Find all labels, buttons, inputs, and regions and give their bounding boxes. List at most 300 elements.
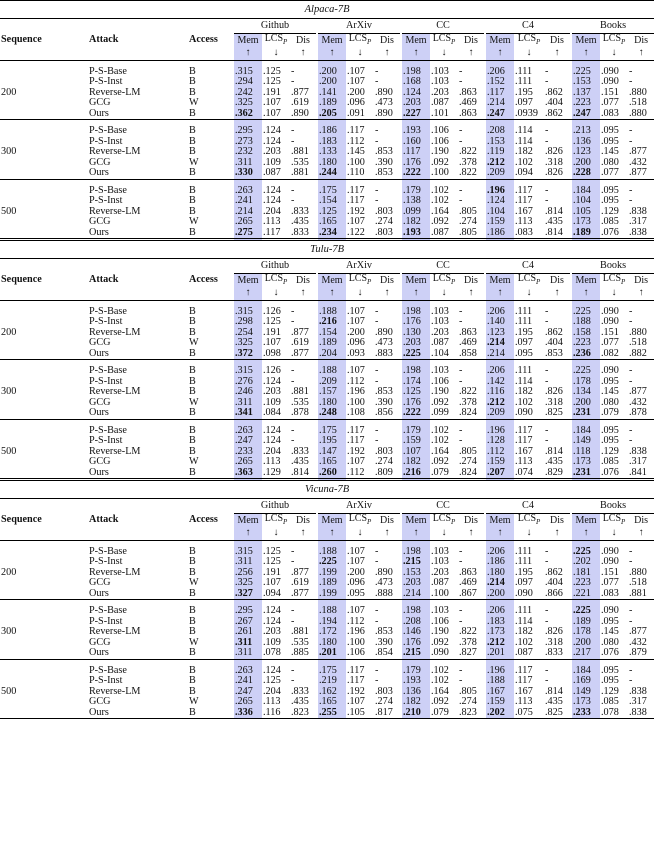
dataset-label: C4	[522, 19, 534, 31]
table-row	[0, 627, 654, 638]
table-cell: .162	[318, 687, 346, 698]
table-cell: .222	[402, 408, 430, 419]
attack-name: Reverse-LM	[89, 626, 141, 637]
table-cell: .102	[431, 664, 449, 676]
table-cell: .090	[515, 587, 533, 599]
table-cell: .076	[601, 466, 619, 478]
access-type: W	[189, 337, 199, 348]
table-cell: .147	[318, 447, 346, 458]
table-cell: -	[545, 424, 549, 436]
table-cell: .318	[545, 396, 563, 408]
access-type: B	[189, 466, 196, 478]
table-cell: .125	[318, 207, 346, 218]
access-type: B	[189, 205, 196, 217]
table-cell: .146	[402, 627, 430, 638]
table-cell: .206	[486, 606, 514, 617]
table-cell: .223	[572, 338, 600, 349]
table-cell: .106	[431, 615, 449, 627]
table-cell: .242	[234, 88, 262, 99]
table-cell: .826	[545, 386, 563, 397]
direction-arrow: ↓	[357, 47, 363, 59]
table-cell: .295	[234, 126, 262, 137]
table-cell: .814	[291, 466, 309, 478]
access-type: B	[189, 545, 196, 557]
table-cell: .178	[572, 627, 600, 638]
table-cell: .103	[431, 545, 449, 557]
table-cell: .124	[263, 125, 281, 136]
table-cell: -	[545, 125, 549, 136]
table-cell: -	[629, 556, 633, 567]
table-cell: .076	[601, 226, 619, 238]
metric-subscript: P	[283, 278, 288, 286]
table-cell: .167	[515, 445, 533, 457]
metric-header: Dis	[634, 514, 649, 526]
table-cell: .809	[375, 466, 393, 478]
table-cell: .113	[515, 696, 533, 707]
table-cell: .113	[515, 456, 533, 467]
table-cell: .853	[545, 347, 563, 359]
table-cell: .123	[486, 328, 514, 339]
table-cell: .877	[291, 86, 309, 98]
table-cell: .172	[318, 627, 346, 638]
table-cell: .216	[402, 468, 430, 480]
dataset-label: Books	[600, 19, 627, 31]
access-type: B	[189, 647, 196, 658]
table-cell: .125	[263, 675, 281, 686]
table-cell: .164	[431, 685, 449, 697]
direction-arrow: ↑	[572, 528, 600, 541]
table-cell: .404	[545, 97, 563, 108]
metric-header: Mem	[402, 274, 430, 288]
dataset-label: CC	[436, 19, 450, 31]
table-cell: .124	[486, 196, 514, 207]
table-cell: .117	[347, 195, 365, 206]
table-cell: .200	[572, 398, 600, 409]
access-type: W	[189, 636, 199, 648]
table-cell: -	[629, 135, 633, 147]
table-cell: .247	[234, 687, 262, 698]
table-row	[0, 98, 654, 109]
table-cell: .087	[431, 97, 449, 108]
table-cell: .106	[431, 125, 449, 136]
access-type: W	[189, 456, 199, 467]
table-cell: .106	[431, 135, 449, 147]
sequence-header: Sequence	[1, 34, 42, 46]
access-type: B	[189, 626, 196, 637]
table-cell: .091	[347, 107, 365, 119]
access-type: B	[189, 107, 196, 119]
access-type: B	[189, 326, 196, 338]
table-cell: .186	[486, 557, 514, 568]
table-cell: .822	[459, 386, 477, 397]
table-cell: .535	[291, 156, 309, 168]
table-cell: -	[545, 365, 549, 376]
table-cell: .100	[347, 636, 365, 648]
table-cell: .362	[234, 109, 262, 120]
table-cell: -	[459, 365, 463, 376]
table-cell: .317	[629, 696, 647, 707]
table-cell: .179	[402, 186, 430, 197]
table-cell: .311	[234, 557, 262, 568]
table-cell: .106	[347, 647, 365, 658]
direction-arrow: ↓	[611, 527, 617, 539]
table-cell: .336	[234, 708, 262, 719]
table-cell: .105	[347, 706, 365, 718]
metric-header: Mem	[486, 34, 514, 48]
metric-header: $LCS_P$	[432, 513, 456, 526]
table-cell: .107	[347, 365, 365, 376]
header-row-datasets	[0, 19, 654, 34]
table-cell: .234	[318, 228, 346, 240]
table-row	[0, 366, 654, 377]
table-cell: .469	[459, 577, 477, 588]
table-cell: .210	[402, 708, 430, 719]
metric-header: $LCS_P$	[432, 273, 456, 286]
table-cell: .203	[431, 86, 449, 98]
table-cell: .182	[402, 217, 430, 228]
access-header: Access	[189, 34, 218, 46]
table-cell: .079	[431, 706, 449, 718]
table-cell: .175	[318, 186, 346, 197]
metric-header: Dis	[296, 34, 310, 46]
table-cell: .247	[486, 109, 514, 120]
table-cell: .149	[572, 687, 600, 698]
direction-arrow: ↓	[441, 47, 447, 59]
table-cell: .141	[318, 88, 346, 99]
access-type: W	[189, 577, 199, 588]
table-cell: .274	[459, 696, 477, 707]
table-cell: .223	[572, 578, 600, 589]
dataset-header	[402, 499, 484, 514]
table-cell: .231	[572, 468, 600, 480]
table-cell: .204	[263, 445, 281, 457]
table-cell: .193	[402, 676, 430, 687]
access-type: B	[189, 615, 196, 627]
table-row	[0, 387, 654, 398]
table-cell: .180	[318, 638, 346, 649]
table-cell: .124	[263, 195, 281, 206]
table-cell: .173	[486, 627, 514, 638]
table-cell: -	[459, 424, 463, 436]
table-cell: -	[375, 615, 379, 627]
table-cell: .274	[375, 216, 393, 227]
direction-arrow: ↑	[468, 287, 474, 299]
table-cell: .363	[234, 468, 262, 480]
direction-arrow: ↓	[357, 287, 363, 299]
attack-name: Ours	[89, 407, 109, 418]
table-cell: -	[291, 556, 295, 567]
table-cell: .182	[515, 626, 533, 637]
table-cell: .107	[347, 545, 365, 557]
table-cell: .116	[263, 706, 281, 718]
dataset-header	[234, 499, 316, 514]
table-cell: .863	[459, 326, 477, 338]
table-cell: .114	[515, 125, 533, 136]
table-cell: .188	[318, 547, 346, 558]
table-cell: -	[291, 135, 295, 147]
table-cell: -	[375, 184, 379, 196]
table-cell: .087	[263, 167, 281, 178]
table-cell: -	[459, 664, 463, 676]
table-cell: .102	[431, 435, 449, 446]
table-cell: .159	[486, 697, 514, 708]
table-cell: .119	[486, 147, 514, 158]
sequence-length: 500	[1, 205, 17, 217]
table-cell: .275	[234, 228, 262, 240]
dataset-header	[572, 499, 654, 514]
table-cell: .125	[263, 316, 281, 327]
table-cell: .223	[572, 98, 600, 109]
table-cell: .096	[347, 337, 365, 348]
table-cell: -	[545, 305, 549, 317]
table-cell: .092	[431, 456, 449, 467]
dataset-header	[572, 259, 654, 274]
metric-header: Mem	[486, 514, 514, 528]
attack-name: P-S-Inst	[89, 316, 123, 327]
table-cell: .833	[545, 647, 563, 658]
table-cell: -	[545, 76, 549, 87]
dataset-header	[572, 19, 654, 34]
attack-name: Ours	[89, 347, 109, 359]
sequence-length: 300	[1, 386, 17, 397]
attack-name: P-S-Inst	[89, 76, 123, 87]
attack-name: P-S-Base	[89, 125, 127, 136]
table-cell: .216	[318, 317, 346, 328]
metric-header: Mem	[486, 274, 514, 288]
table-cell: .096	[347, 97, 365, 108]
table-cell: .877	[291, 347, 309, 359]
sequence-length: 500	[1, 685, 17, 697]
table-cell: .190	[431, 386, 449, 397]
table-cell: -	[375, 435, 379, 446]
table-cell: -	[629, 605, 633, 616]
table-cell: .103	[431, 316, 449, 327]
table-cell: .890	[375, 107, 393, 119]
table-cell: .204	[318, 349, 346, 360]
table-cell: .877	[629, 626, 647, 637]
table-cell: .113	[263, 216, 281, 227]
table-cell: .138	[402, 196, 430, 207]
table-cell: .473	[375, 97, 393, 108]
attack-name: GCG	[89, 396, 111, 408]
access-type: W	[189, 156, 199, 168]
table-cell: .092	[431, 696, 449, 707]
table-cell: .124	[263, 664, 281, 676]
table-cell: .469	[459, 97, 477, 108]
sequence-length: 300	[1, 146, 17, 157]
table-cell: -	[375, 316, 379, 327]
table-cell: .107	[263, 107, 281, 119]
table-cell: .619	[291, 577, 309, 588]
attack-header: Attack	[89, 274, 119, 286]
table-bottom-rule	[0, 719, 654, 720]
table-cell: .885	[291, 647, 309, 658]
table-cell: .189	[318, 338, 346, 349]
table-cell: .435	[291, 456, 309, 467]
table-cell: .151	[601, 566, 619, 578]
table-cell: .260	[318, 468, 346, 480]
table-cell: .214	[486, 578, 514, 589]
attack-name: GCG	[89, 577, 111, 588]
table-cell: .890	[375, 566, 393, 578]
table-cell: .192	[347, 205, 365, 217]
direction-arrow: ↑	[300, 47, 306, 59]
table-cell: .188	[572, 317, 600, 328]
table-cell: .203	[431, 566, 449, 578]
table-cell: .117	[515, 184, 533, 196]
table-cell: .097	[515, 97, 533, 108]
attack-name: GCG	[89, 156, 111, 168]
table-cell: .206	[486, 67, 514, 78]
sequence-length: 300	[1, 626, 17, 637]
table-cell: -	[291, 664, 295, 676]
table-cell: .225	[402, 349, 430, 360]
attack-name: Reverse-LM	[89, 566, 141, 578]
table-cell: .203	[402, 98, 430, 109]
table-cell: .878	[291, 407, 309, 418]
access-type: B	[189, 706, 196, 718]
metric-subscript: P	[451, 518, 456, 526]
table-cell: .090	[601, 305, 619, 317]
table-cell: -	[375, 375, 379, 387]
table-cell: .198	[402, 67, 430, 78]
table-cell: .104	[572, 196, 600, 207]
table-cell: -	[545, 435, 549, 446]
table-cell: -	[629, 615, 633, 627]
table-cell: .104	[431, 347, 449, 359]
table-cell: .206	[486, 307, 514, 318]
sequence-header: Sequence	[1, 514, 42, 526]
table-cell: .863	[459, 107, 477, 119]
table-cell: .129	[601, 445, 619, 457]
table-cell: .535	[291, 396, 309, 408]
model-title: Alpaca-7B	[0, 1, 654, 19]
table-cell: .882	[629, 347, 647, 359]
table-cell: .208	[402, 617, 430, 628]
table-cell: .124	[263, 435, 281, 446]
table-cell: .805	[459, 685, 477, 697]
table-cell: .274	[459, 216, 477, 227]
access-type: B	[189, 125, 196, 136]
access-type: B	[189, 675, 196, 686]
table-cell: .196	[486, 666, 514, 677]
table-row	[0, 589, 654, 600]
direction-arrow: ↓	[357, 527, 363, 539]
table-cell: .130	[402, 328, 430, 339]
table-cell: .214	[486, 338, 514, 349]
table-cell: .153	[486, 137, 514, 148]
table-cell: .805	[459, 205, 477, 217]
table-cell: .111	[515, 545, 533, 557]
table-row	[0, 217, 654, 228]
table-cell: .107	[263, 337, 281, 348]
table-row	[0, 676, 654, 687]
table-cell: .107	[402, 447, 430, 458]
table-cell: .181	[572, 568, 600, 579]
attack-name: P-S-Inst	[89, 375, 123, 387]
table-cell: .145	[601, 386, 619, 397]
table-cell: .233	[572, 708, 600, 719]
table-cell: .117	[486, 88, 514, 99]
table-cell: .805	[459, 226, 477, 238]
table-cell: -	[375, 305, 379, 317]
table-cell: .103	[431, 365, 449, 376]
table-cell: .124	[263, 605, 281, 616]
table-cell: .404	[545, 337, 563, 348]
table-cell: .833	[291, 205, 309, 217]
attack-name: Ours	[89, 167, 109, 178]
dataset-header	[318, 19, 400, 34]
table-cell: -	[545, 556, 549, 567]
table-cell: .214	[486, 98, 514, 109]
table-cell: -	[629, 195, 633, 206]
table-cell: .214	[402, 589, 430, 600]
table-cell: .129	[263, 466, 281, 478]
table-cell: -	[375, 76, 379, 87]
table-cell: .095	[347, 587, 365, 599]
metric-header: $LCS_P$	[264, 273, 288, 286]
table-cell: .473	[375, 577, 393, 588]
table-cell: .189	[572, 228, 600, 240]
table-cell: .838	[629, 685, 647, 697]
table-cell: .095	[601, 135, 619, 147]
table-cell: .095	[601, 675, 619, 686]
table-cell: .099	[431, 407, 449, 418]
metric-header: $LCS_P$	[602, 33, 626, 46]
metric-header: $LCS_P$	[348, 513, 372, 526]
table-cell: -	[291, 615, 295, 627]
table-cell: .202	[486, 708, 514, 719]
direction-arrow: ↑	[402, 48, 430, 61]
table-cell: .117	[402, 147, 430, 158]
table-cell: .435	[545, 456, 563, 467]
table-cell: .619	[291, 337, 309, 348]
table-cell: .188	[318, 606, 346, 617]
table-cell: .085	[601, 216, 619, 227]
metric-subscript: P	[536, 518, 541, 526]
table-cell: .103	[431, 65, 449, 77]
dataset-label: CC	[436, 499, 450, 511]
table-cell: .095	[601, 664, 619, 676]
table-cell: .435	[291, 216, 309, 227]
table-cell: .535	[291, 636, 309, 648]
table-cell: .814	[545, 685, 563, 697]
table-cell: -	[629, 305, 633, 317]
table-cell: .881	[629, 587, 647, 599]
table-cell: .145	[601, 626, 619, 637]
table-cell: .274	[459, 456, 477, 467]
access-type: B	[189, 184, 196, 196]
table-cell: .077	[601, 337, 619, 348]
table-cell: .173	[572, 217, 600, 228]
table-cell: .097	[515, 577, 533, 588]
table-cell: .153	[402, 568, 430, 579]
attack-name: GCG	[89, 696, 111, 707]
table-cell: .880	[629, 107, 647, 119]
table-row	[0, 109, 654, 120]
direction-arrow: ↑	[468, 47, 474, 59]
table-cell: .196	[347, 386, 365, 397]
direction-arrow: ↑	[234, 288, 262, 301]
table-cell: .863	[459, 86, 477, 98]
table-cell: -	[545, 195, 549, 206]
table-cell: .191	[263, 326, 281, 338]
metric-header: Dis	[634, 274, 649, 286]
table-cell: -	[291, 316, 295, 327]
table-cell: .093	[347, 347, 365, 359]
table-cell: .805	[459, 445, 477, 457]
table-cell: .341	[234, 408, 262, 419]
